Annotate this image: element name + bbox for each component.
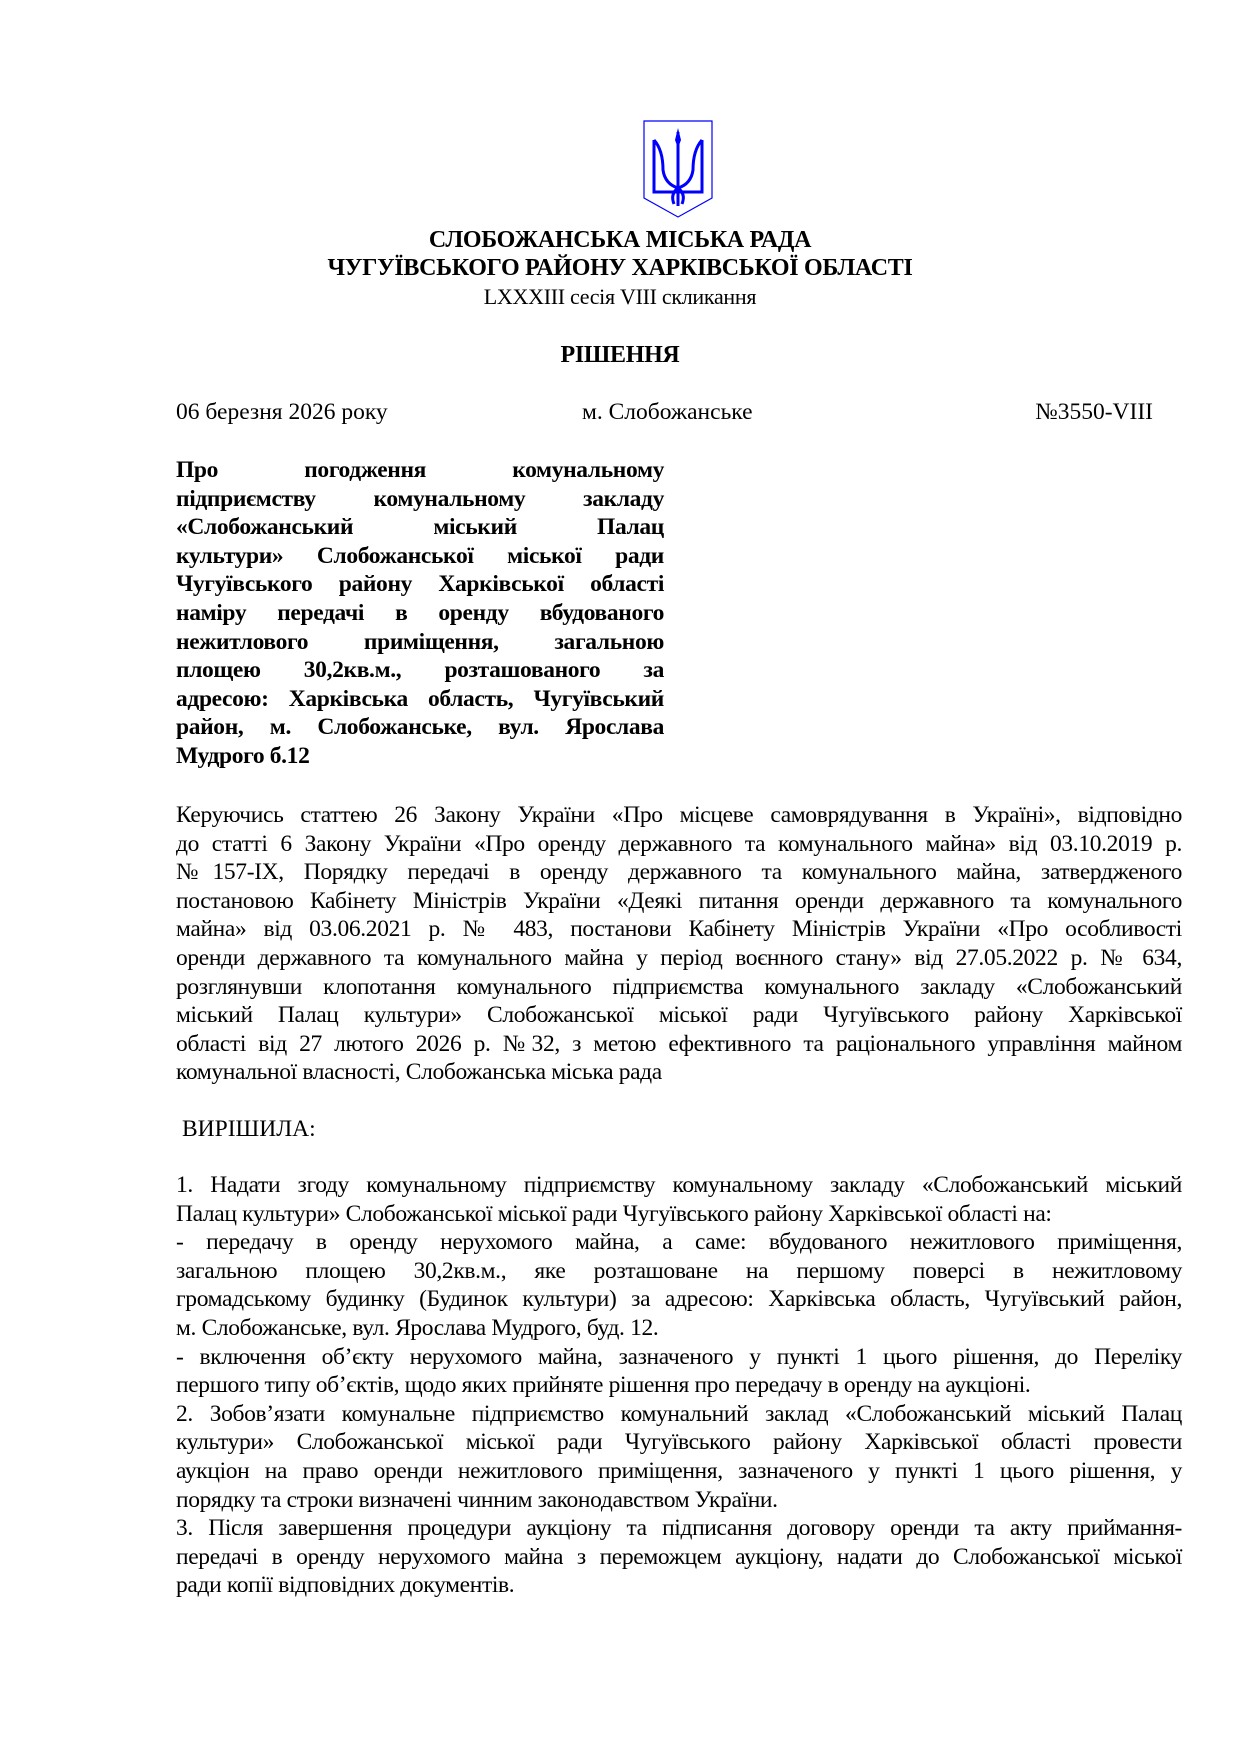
decision-number: №3550-VIII xyxy=(1035,399,1153,425)
text-line: міський Палац культури» Слобожанської міської ради Чугуївського району Харківської xyxy=(176,1002,1182,1029)
text-line: Про погодження комунальному xyxy=(176,457,664,483)
text-line: - включення об’єкту нерухомого майна, зазначеного у пункті 1 цього рішення, до Переліку xyxy=(176,1343,1182,1370)
text-line: порядку та строки визначені чинним законодавством України. xyxy=(176,1486,778,1513)
resolved-label: ВИРІШИЛА: xyxy=(182,1116,316,1142)
text-line: м. Слобожанське, вул. Ярослава Мудрого, буд. 12. xyxy=(176,1314,659,1341)
text-line: Чугуївського району Харківської області xyxy=(176,571,664,598)
text-line: комунальної власності, Слобожанська міська рада xyxy=(176,1059,662,1086)
text-line: - передачу в оренду нерухомого майна, а саме: вбудованого нежитлового приміщення, xyxy=(176,1229,1182,1256)
text-line: нежитлового приміщення, загальною xyxy=(176,628,664,655)
text-line: оренди державного та комунального майна у період воєнного стану» від 27.05.2022 р. № 634, xyxy=(176,944,1182,971)
text-line: культури» Слобожанської міської ради xyxy=(176,542,664,569)
text-line: 3. Після завершення процедури аукціону та підписання договору оренди та акту приймання- xyxy=(176,1515,1182,1542)
text-line: 2. Зобов’язати комунальне підприємство комунальний заклад «Слобожанський міський Палац xyxy=(176,1400,1182,1427)
text-line: «Слобожанський міський Палац xyxy=(176,514,664,541)
decision-date: 06 березня 2026 року xyxy=(176,399,388,425)
session-info: LXXXIII сесія VIII скликання xyxy=(483,284,757,309)
text-line: 1. Надати згоду комунальному підприємству комунальному закладу «Слобожанський міський xyxy=(176,1172,1182,1198)
text-line: №157-ІХ, Порядку передачі в оренду державного та комунального майна, затвердженого xyxy=(176,859,1182,886)
text-line: Мудрого б.12 xyxy=(176,742,310,769)
text-line: аукціон на право оренди нежитлового приміщення, зазначеного у пункті 1 цього рішення, у xyxy=(176,1457,1182,1484)
text-line: області від 27 лютого 2026 р. №32, з метою ефективного та раціонального управління майном xyxy=(176,1030,1182,1057)
coat-of-arms-emblem xyxy=(643,120,713,218)
district-name: ЧУГУЇВСЬКОГО РАЙОНУ ХАРКІВСЬКОЇ ОБЛАСТІ xyxy=(327,255,913,281)
decision-place: м. Слобожанське xyxy=(582,399,753,425)
resolution-items xyxy=(176,1171,1182,1600)
text-line: Палац культури» Слобожанської міської ради Чугуївського району Харківської області на: xyxy=(176,1200,1052,1227)
text-line: Керуючись статтею 26 Закону України «Про місцеве самоврядування в Україні», відповідно xyxy=(176,802,1182,828)
council-name: СЛОБОЖАНСЬКА МІСЬКА РАДА xyxy=(428,227,812,253)
document-type: РІШЕННЯ xyxy=(560,342,680,368)
decision-subject xyxy=(176,456,664,771)
text-line: розглянувши клопотання комунального підприємства комунального закладу «Слобожанський xyxy=(176,973,1182,1000)
text-line: громадському будинку (Будинок культури) за адресою: Харківська область, Чугуївський район, xyxy=(176,1286,1182,1313)
preamble-paragraph xyxy=(176,801,1182,1087)
text-line: передачі в оренду нерухомого майна з переможцем аукціону, надати до Слобожанської міської xyxy=(176,1543,1182,1570)
text-line: наміру передачі в оренду вбудованого xyxy=(176,599,664,626)
text-line: ради копії відповідних документів. xyxy=(176,1572,515,1599)
text-line: майна» від 03.06.2021 р. № 483, постанови Кабінету Міністрів України «Про особливості xyxy=(176,916,1182,943)
text-line: площею 30,2кв.м., розташованого за xyxy=(176,657,664,684)
text-line: район, м. Слобожанське, вул. Ярослава xyxy=(176,714,664,741)
text-line: постановою Кабінету Міністрів України «Деякі питання оренди державного та комунального xyxy=(176,887,1182,914)
text-line: адресою: Харківська область, Чугуївський xyxy=(176,685,664,712)
text-line: першого типу об’єктів, щодо яких прийняте рішення про передачу в оренду на аукціоні. xyxy=(176,1372,1031,1399)
text-line: загальною площею 30,2кв.м., яке розташоване на першому поверсі в нежитловому xyxy=(176,1257,1182,1284)
text-line: культури» Слобожанської міської ради Чугуївського району Харківської області провести xyxy=(176,1429,1182,1456)
text-line: підприємству комунальному закладу xyxy=(176,485,664,512)
text-line: до статті 6 Закону України «Про оренду державного та комунального майна» від 03.10.2019 р. xyxy=(176,830,1182,857)
